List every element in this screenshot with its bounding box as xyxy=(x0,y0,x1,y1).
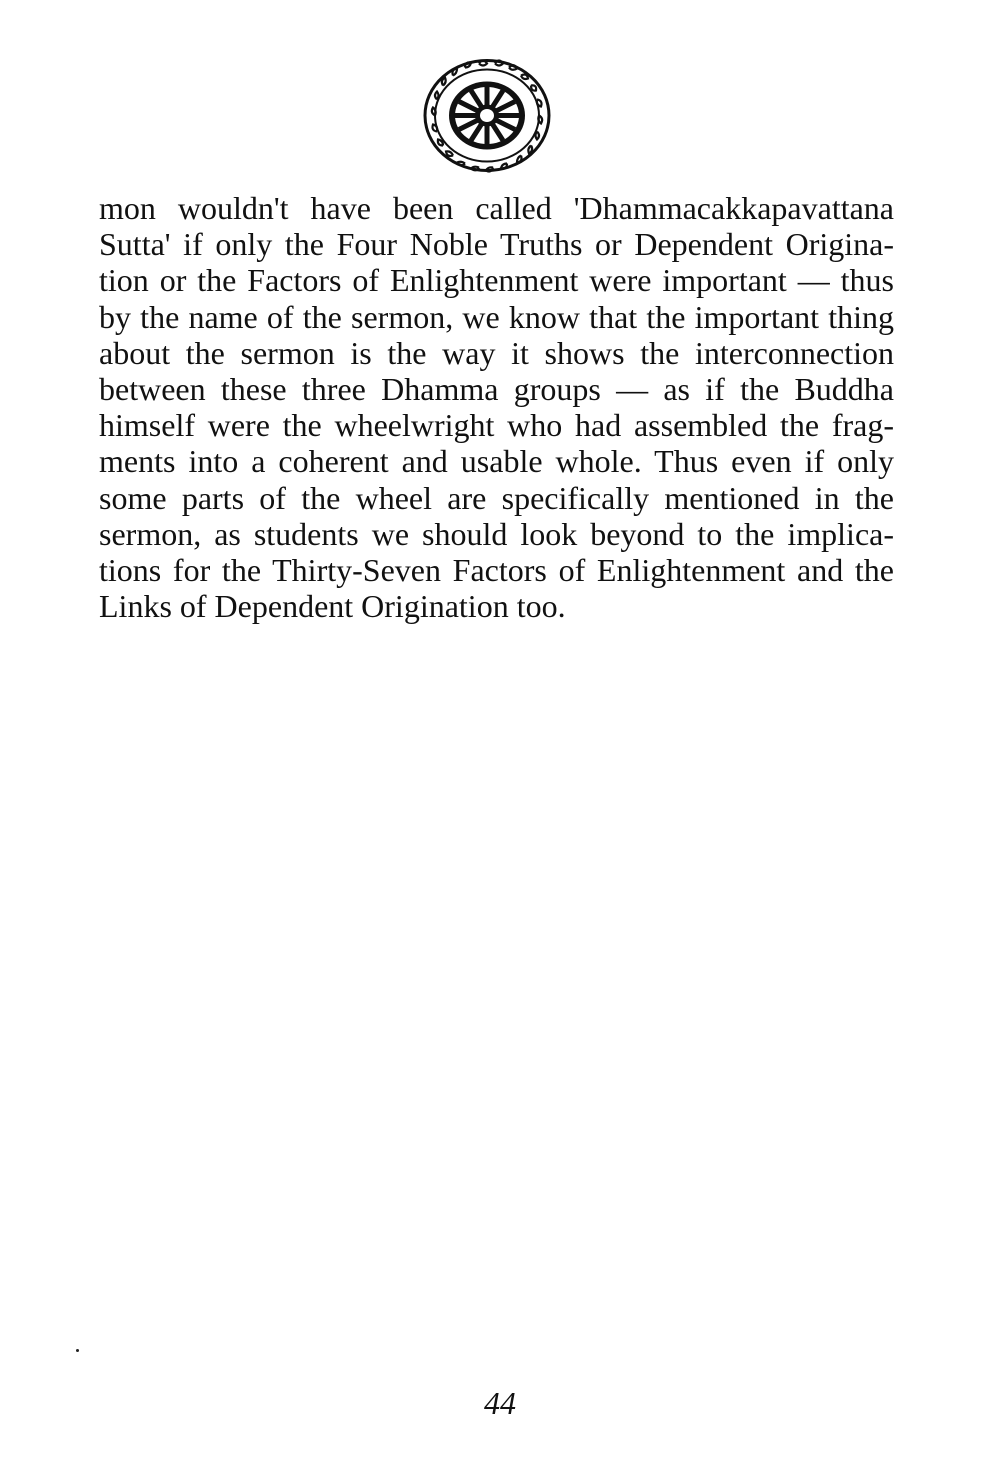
paragraph-line: some parts of the wheel are specifically mentioned in the xyxy=(99,479,894,516)
page-number: 44 xyxy=(484,1385,516,1421)
paragraph-line: tion or the Factors of Enlightenment were important — thus xyxy=(99,262,894,299)
paragraph-line: between these three Dhamma groups — as if the Buddha xyxy=(99,370,894,407)
paragraph-line: himself were the wheelwright who had assembled the frag- xyxy=(99,407,894,444)
paragraph-line: about the sermon is the way it shows the interconnection xyxy=(99,334,894,371)
paragraph-line: ments into a coherent and usable whole. Thus even if only xyxy=(99,443,894,480)
scan-speck xyxy=(76,1349,79,1352)
paragraph-line: tions for the Thirty-Seven Factors of Enlightenment and the xyxy=(99,551,894,588)
paragraph-line: by the name of the sermon, we know that the important thing xyxy=(99,298,894,335)
paragraph-line: sermon, as students we should look beyond to the implica- xyxy=(99,515,894,552)
paragraph-line: Links of Dependent Origination too. xyxy=(99,588,566,625)
body-paragraph xyxy=(99,190,894,624)
dharma-wheel-icon xyxy=(422,58,552,173)
paragraph-line: mon wouldn't have been called 'Dhammacakkapavattana xyxy=(99,190,894,226)
paragraph-line: Sutta' if only the Four Noble Truths or Dependent Origina- xyxy=(99,226,894,263)
